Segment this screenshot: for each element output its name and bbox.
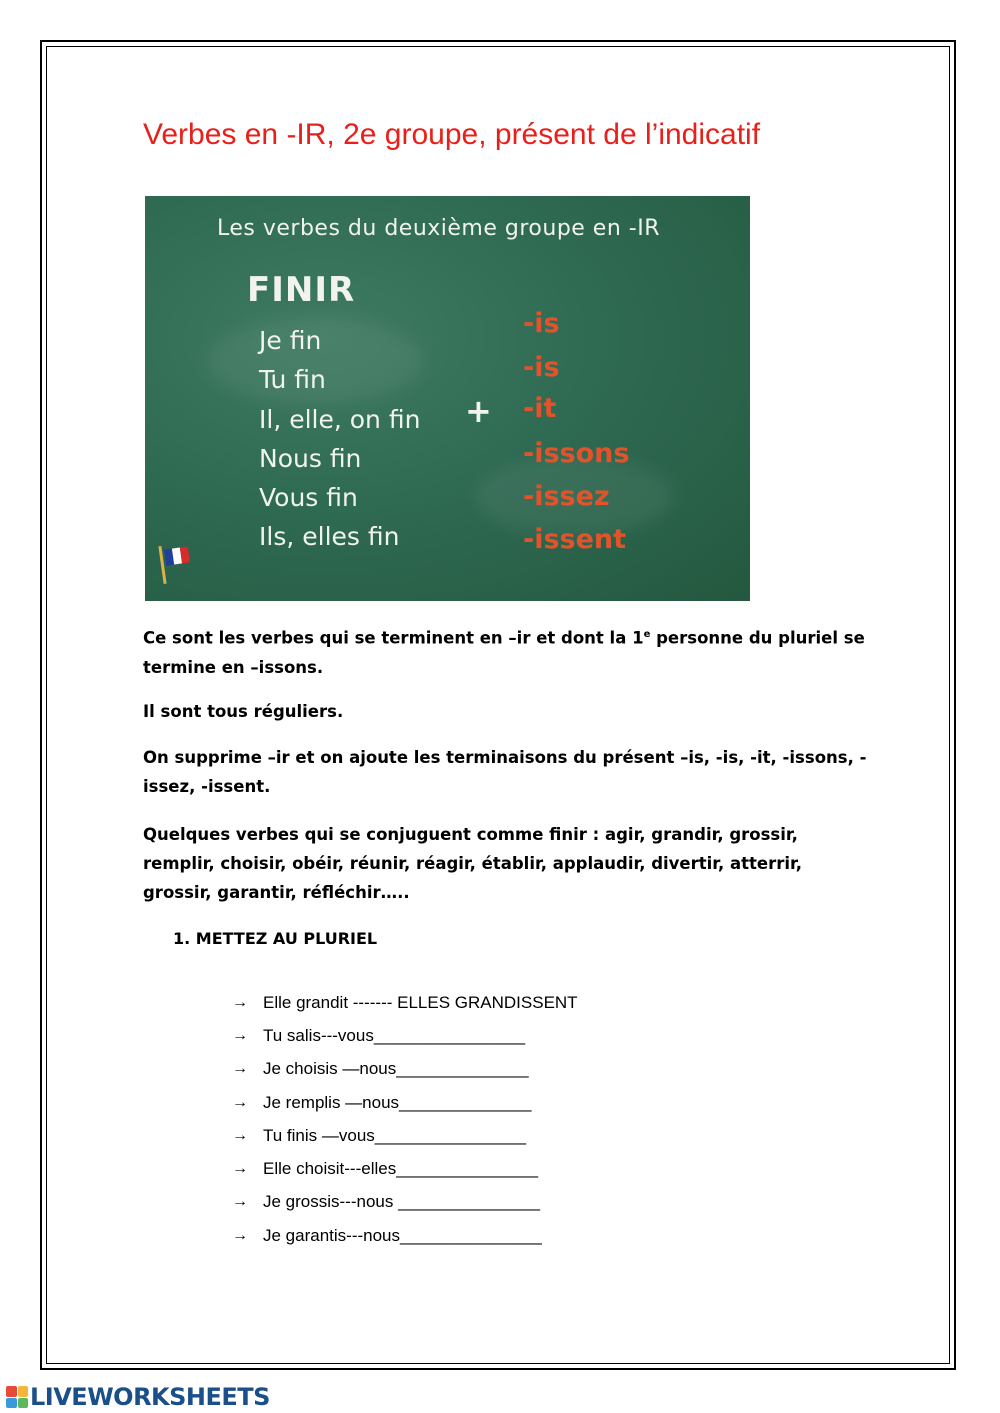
exercise-item [232, 1119, 578, 1152]
plus-sign: + [465, 392, 492, 430]
exercise-text: Elle choisit---elles_______________ [263, 1159, 539, 1179]
exercise-text: Tu finis —vous________________ [263, 1125, 527, 1145]
exercise-heading: 1. METTEZ AU PLURIEL [173, 929, 378, 948]
exercise-item [232, 1186, 578, 1219]
arrow-right-icon: → [232, 1226, 248, 1244]
exercise-text: Je grossis---nous _______________ [263, 1192, 540, 1212]
exercise-item [232, 1019, 578, 1052]
paragraph-definition [143, 620, 873, 682]
exercise-text: Je remplis —nous______________ [263, 1092, 532, 1112]
arrow-right-icon: → [232, 1126, 248, 1144]
paragraph-text: Ce sont les verbes qui se terminent en –ir et dont la 1 [143, 628, 644, 648]
paragraph-examples: Quelques verbes qui se conjuguent comme finir : agir, grandir, grossir, remplir, choisir, obéir, réunir, réagir, établir, applaudir, divertir, atterrir, grossir, garantir, réfléchir….. [143, 825, 803, 902]
chalkboard-heading: Les verbes du deuxième groupe en -IR [217, 216, 660, 241]
french-flag-icon [164, 546, 190, 565]
exercise-text: Je garantis---nous_______________ [263, 1225, 542, 1245]
pronoun-ils: Ils, elles fin [259, 522, 400, 551]
ending-it: -it [523, 393, 557, 424]
ending-issez: -issez [523, 481, 610, 512]
paragraph-rule: On supprime –ir et on ajoute les terminaisons du présent –is, -is, -it, -issons, -issez, -issent. [143, 748, 867, 796]
paragraph-text: personne du pluriel se termine en –issons. [143, 628, 865, 677]
exercise-list [232, 986, 578, 1252]
pronoun-vous: Vous fin [259, 483, 358, 512]
chalkboard-verb: FINIR [247, 270, 356, 310]
arrow-right-icon: → [232, 1193, 248, 1211]
arrow-right-icon: → [232, 1160, 248, 1178]
paragraph-regular: Il sont tous réguliers. [143, 702, 344, 721]
logo-grid-icon [6, 1386, 28, 1408]
arrow-right-icon: → [232, 993, 248, 1011]
exercise-item [232, 1086, 578, 1119]
superscript: e [643, 629, 651, 640]
ending-is: -is [523, 352, 560, 383]
chalkboard-image [145, 196, 750, 601]
pronoun-tu: Tu fin [259, 365, 326, 394]
exercise-text: Elle grandit ------- ELLES GRANDISSENT [263, 992, 578, 1012]
arrow-right-icon: → [232, 1093, 248, 1111]
exercise-text: Tu salis---vous________________ [263, 1025, 526, 1045]
pronoun-il: Il, elle, on fin [259, 405, 421, 434]
logo-text: LIVEWORKSHEETS [30, 1383, 270, 1411]
exercise-item [232, 986, 578, 1019]
exercise-text: Je choisis —nous______________ [263, 1059, 529, 1079]
exercise-item [232, 1152, 578, 1185]
ending-issons: -issons [523, 438, 630, 469]
ending-is: -is [523, 308, 560, 339]
pronoun-nous: Nous fin [259, 444, 362, 473]
arrow-right-icon: → [232, 1026, 248, 1044]
exercise-item [232, 1219, 578, 1252]
arrow-right-icon: → [232, 1060, 248, 1078]
pronoun-je: Je fin [259, 326, 322, 355]
worksheet-title: Verbes en -IR, 2e groupe, présent de l’indicatif [143, 118, 761, 151]
exercise-item [232, 1053, 578, 1086]
liveworksheets-logo[interactable] [6, 1383, 270, 1411]
ending-issent: -issent [523, 524, 627, 555]
